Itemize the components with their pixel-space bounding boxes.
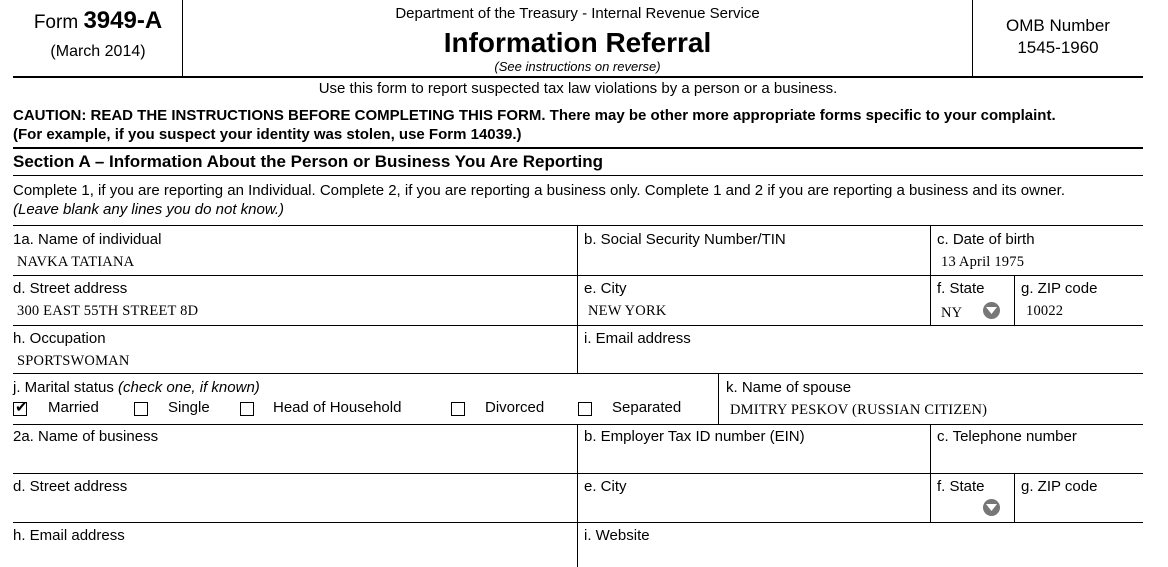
marital-single-label: Single <box>168 399 210 416</box>
individual-ssn-field[interactable] <box>588 254 918 271</box>
business-name-label: 2a. Name of business <box>13 428 159 445</box>
omb-number: 1545-1960 <box>1017 38 1099 57</box>
form-title: Information Referral <box>443 27 712 58</box>
omb-label: OMB Number <box>1006 16 1110 35</box>
see-instructions: (See instructions on reverse) <box>494 59 661 74</box>
individual-email-label: i. Email address <box>584 330 691 347</box>
business-city-field[interactable] <box>588 501 918 518</box>
header-bottom-rule <box>13 76 1143 78</box>
checkmark-icon: ✔ <box>15 398 28 416</box>
marital-head-of-household-label: Head of Household <box>273 399 402 416</box>
business-state-select[interactable] <box>941 501 977 518</box>
form-id-block <box>14 8 182 63</box>
agency-name: Department of the Treasury - Internal Revenue Service <box>395 5 760 22</box>
caution-line-2: (For example, if you suspect your identity was stolen, use Form 14039.) <box>13 126 522 143</box>
individual-state-select[interactable]: NY <box>941 305 963 321</box>
individual-city-field[interactable]: NEW YORK <box>588 303 667 319</box>
marital-separated-label: Separated <box>612 399 682 416</box>
form-title-block <box>183 4 972 74</box>
individual-dob-label: c. Date of birth <box>937 231 1035 248</box>
individual-name-field[interactable]: NAVKA TATIANA <box>17 254 135 270</box>
marital-married-checkbox[interactable] <box>13 398 28 416</box>
individual-zip-label: g. ZIP code <box>1021 280 1098 297</box>
individual-street-field[interactable]: 300 EAST 55TH STREET 8D <box>17 303 199 319</box>
form-date: (March 2014) <box>50 43 146 60</box>
chevron-down-icon[interactable] <box>983 302 1000 319</box>
section-a-instructions: Complete 1, if you are reporting an Individual. Complete 2, if you are reporting a business only. Complete 1 and 2 if you are reporting a business and its owner. <box>13 182 1065 199</box>
caution-line-1: CAUTION: READ THE INSTRUCTIONS BEFORE COMPLETING THIS FORM. There may be other more appropriate forms specific to your complaint. <box>13 107 1056 124</box>
marital-married-label: Married <box>48 399 99 416</box>
business-city-label: e. City <box>584 478 627 495</box>
grid-top-rule <box>13 225 1143 226</box>
individual-state-label: f. State <box>937 280 985 297</box>
business-ein-label: b. Employer Tax ID number (EIN) <box>584 428 805 445</box>
marital-separated-checkbox[interactable] <box>578 402 592 416</box>
business-website-label: i. Website <box>584 527 650 544</box>
individual-email-field[interactable] <box>588 353 1128 370</box>
form-prefix: Form <box>33 12 79 33</box>
business-street-label: d. Street address <box>13 478 128 495</box>
form-number: 3949-A <box>83 7 163 34</box>
individual-ssn-label: b. Social Security Number/TIN <box>584 231 786 248</box>
business-name-field[interactable] <box>17 452 567 469</box>
business-zip-label: g. ZIP code <box>1021 478 1098 495</box>
business-state-label: f. State <box>937 478 985 495</box>
individual-name-label: 1a. Name of individual <box>13 231 162 248</box>
spouse-name-field[interactable]: DMITRY PESKOV (RUSSIAN CITIZEN) <box>730 402 988 418</box>
marital-single-checkbox[interactable] <box>134 402 148 416</box>
marital-status-label: j. Marital status (check one, if known) <box>13 379 260 396</box>
business-phone-field[interactable] <box>941 452 1131 469</box>
intro-text: Use this form to report suspected tax law violations by a person or a business. <box>318 80 838 97</box>
section-a-leave-blank-note: (Leave blank any lines you do not know.) <box>13 201 285 218</box>
individual-city-label: e. City <box>584 280 627 297</box>
chevron-down-icon[interactable] <box>983 499 1000 516</box>
section-a-title-rule <box>13 175 1143 176</box>
section-a-title: Section A – Information About the Person or Business You Are Reporting <box>13 152 604 171</box>
marital-head-of-household-checkbox[interactable] <box>240 402 254 416</box>
marital-divorced-label: Divorced <box>485 399 545 416</box>
individual-dob-field[interactable]: 13 April 1975 <box>941 254 1025 270</box>
business-phone-label: c. Telephone number <box>937 428 1077 445</box>
business-ein-field[interactable] <box>588 452 918 469</box>
section-a-top-rule <box>13 147 1143 149</box>
marital-divorced-checkbox[interactable] <box>451 402 465 416</box>
omb-block <box>973 15 1143 59</box>
individual-occupation-label: h. Occupation <box>13 330 106 347</box>
individual-occupation-field[interactable]: SPORTSWOMAN <box>17 353 130 369</box>
business-street-field[interactable] <box>17 501 567 518</box>
individual-zip-field[interactable]: 10022 <box>1026 303 1064 319</box>
business-zip-field[interactable] <box>1026 501 1136 518</box>
business-website-field[interactable] <box>588 549 1128 566</box>
business-email-label: h. Email address <box>13 527 125 544</box>
individual-street-label: d. Street address <box>13 280 128 297</box>
spouse-name-label: k. Name of spouse <box>726 379 852 396</box>
business-email-field[interactable] <box>17 549 567 566</box>
